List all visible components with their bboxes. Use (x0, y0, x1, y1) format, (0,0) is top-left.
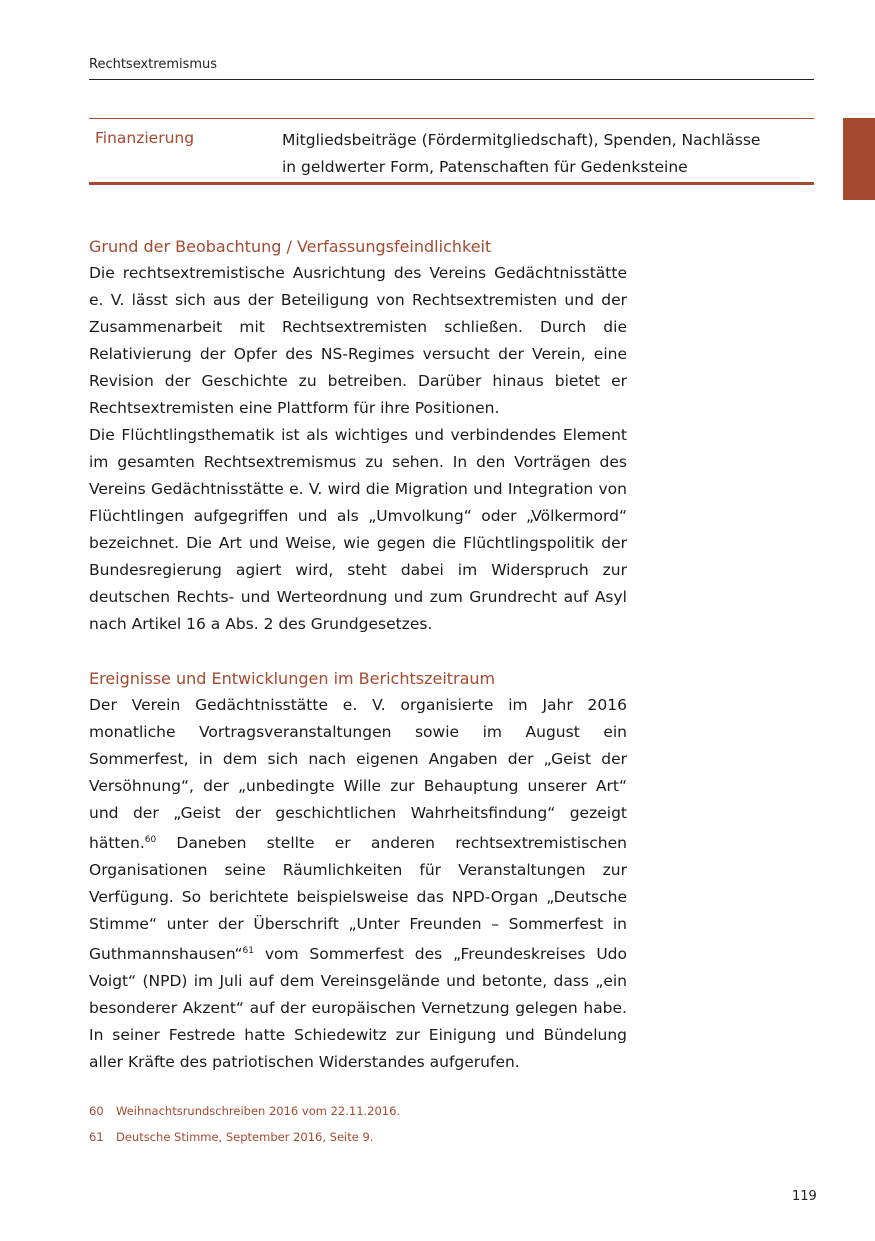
footnote-item (89, 1103, 689, 1129)
paragraph-orientation: Die rechtsextremistische Ausrichtung des Vereins Gedächtnisstätte e. V. lässt sich aus der Beteiligung von Rechtsextremisten und der Zusammenarbeit mit Rechtsextremisten schließen. Durch die Relativierung der Opfer des NS-Regimes versucht der Verein, eine Revision der Geschichte zu betreiben. Darüber hinaus bietet er Rechtsextremisten eine Plattform für ihre Positionen. (89, 264, 627, 417)
paragraph-events (89, 692, 627, 1076)
section-reason (89, 233, 627, 638)
footnotes (89, 1103, 689, 1155)
financing-value-line1: Mitgliedsbeiträge (Fördermitgliedschaft), Spenden, Nachlässe (282, 131, 761, 149)
footnote-item (89, 1129, 689, 1155)
footnote-ref-61: 61 (242, 946, 254, 957)
events-text-part2: Daneben stellte er anderen rechtsextremistischen Organisationen seine Räumlichkeiten für Veranstaltungen zur Verfügung. So berichtete beispielsweise das NPD-Organ „Deutsche Stimme“ unter der Überschrift „Unter Freunden – Sommerfest in Guthmannshausen“ (89, 834, 627, 964)
section-events (89, 665, 627, 1076)
chapter-thumb-tab (843, 118, 875, 200)
footnote-text: Weihnachtsrundschreiben 2016 vom 22.11.2016. (116, 1104, 401, 1118)
events-text-part1: Der Verein Gedächtnisstätte e. V. organisierte im Jahr 2016 monatliche Vortragsveranstaltungen sowie im August ein Sommerfest, in dem sich nach eigenen Angaben der „Geist der Versöhnung“, der „unbedingte Wille zur Behauptung unserer Art“ und der „Geist der geschichtlichen Wahrheitsfindung“ gezeigt hätten. (89, 696, 627, 853)
paragraph-refugee-topic: Die Flüchtlingsthematik ist als wichtiges und verbindendes Element im gesamten Rechtsextremismus zu sehen. In den Vorträgen des Vereins Gedächtnisstätte e. V. wird die Migration und Integration von Flüchtlingen aufgegriffen und als „Umvolkung“ oder „Völkermord“ bezeichnet. Die Art und Weise, wie gegen die Flüchtlingspolitik der Bundesregierung agiert wird, steht dabei im Widerspruch zur deutschen Rechts- und Werteordnung und zum Grundrecht auf Asyl nach Artikel 16 a Abs. 2 des Grundgesetzes. (89, 426, 627, 633)
section-heading-reason: Grund der Beobachtung / Verfassungsfeindlichkeit (89, 237, 492, 256)
financing-label: Finanzierung (95, 129, 195, 147)
footnote-ref-60: 60 (144, 835, 157, 845)
running-header: Rechtsextremismus (89, 57, 218, 72)
events-text-part3: vom Sommerfest des „Freundeskreises Udo Voigt“ (NPD) im Juli auf dem Vereinsgelände und betonte, dass „ein besonderer Akzent“ auf der europäischen Vernetzung gelegen habe. In seiner Festrede hatte Schiedewitz zur Einigung und Bündelung aller Kräfte des patriotischen Widerstandes aufgerufen. (89, 945, 627, 1072)
financing-value (282, 127, 802, 181)
footnote-text: Deutsche Stimme, September 2016, Seite 9. (116, 1130, 374, 1144)
financing-value-line2: in geldwerter Form, Patenschaften für Gedenksteine (282, 158, 688, 176)
section-heading-events: Ereignisse und Entwicklungen im Berichtszeitraum (89, 669, 496, 688)
header-divider (89, 79, 814, 80)
financing-table (89, 118, 814, 185)
page-number: 119 (792, 1189, 817, 1204)
footnote-number: 61 (89, 1130, 104, 1144)
footnote-number: 60 (89, 1104, 104, 1118)
